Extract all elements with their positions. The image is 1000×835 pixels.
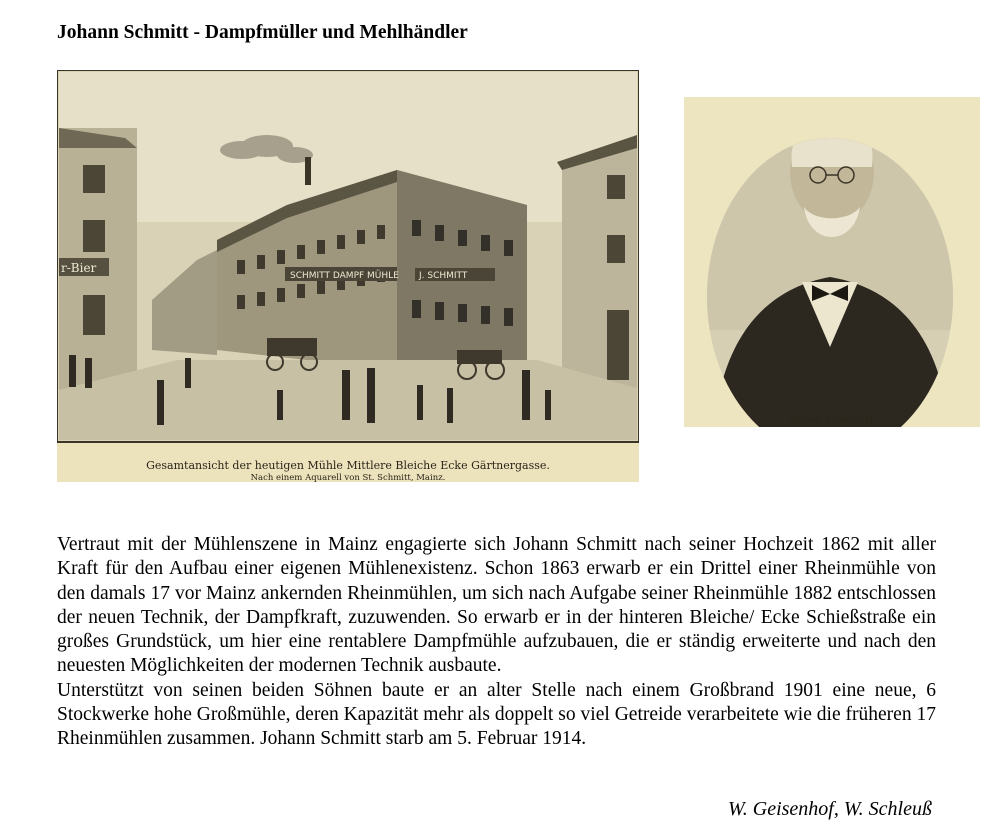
paragraph-2: Unterstützt von seinen beiden Söhnen baute er an alter Stelle nach einem Großbrand 1901 eine neue, 6 Stockwerke hohe Großmühle, deren Kapazität mehr als doppelt so viel Getreide verarbeitete wie die früheren 17 Rheinmühlen zusammen. Johann Schmitt starb am 5. Februar 1914. (57, 679, 936, 750)
bier-sign: r-Bier (61, 261, 97, 275)
mill-sign: SCHMITT DAMPF MÜHLE (290, 271, 399, 281)
right-building (557, 135, 637, 388)
page-title: Johann Schmitt - Dampfmüller und Mehlhändler (57, 22, 468, 43)
street-caption-main: Gesamtansicht der heutigen Mühle Mittlere Bleiche Ecke Gärtnergasse. (146, 459, 550, 472)
body-text (57, 533, 936, 752)
street-caption-sub: Nach einem Aquarell von St. Schmitt, Mainz. (250, 473, 446, 482)
portrait-johann-schmitt (684, 97, 980, 427)
author-signature: W. Geisenhof, W. Schleuß (727, 798, 932, 820)
mill-street-illustration (57, 70, 639, 482)
portrait-caption: Johann Schmitt II. (788, 415, 876, 426)
paragraph-1: Vertraut mit der Mühlenszene in Mainz engagierte sich Johann Schmitt nach seiner Hochzeit 1862 mit aller Kraft für den Aufbau einer eigenen Mühlenexistenz. Schon 1863 erwarb er ein Drittel einer Rheinmühle von den damals 17 vor Mainz ankernden Rheinmühlen, um sich nach Aufgabe seiner Rheinmühle 1882 entschlossen der neuen Technik, der Dampfkraft, zuzuwenden. So erwarb er in der hinteren Bleiche/ Ecke Schießstraße ein großes Grundstück, um hier eine rentablere Dampfmühle aufzubauen, die er ständig erweiterte und nach den neuesten Möglichkeiten der modernen Technik ausbaute. (57, 534, 936, 677)
owner-sign: J. SCHMITT (419, 271, 468, 281)
